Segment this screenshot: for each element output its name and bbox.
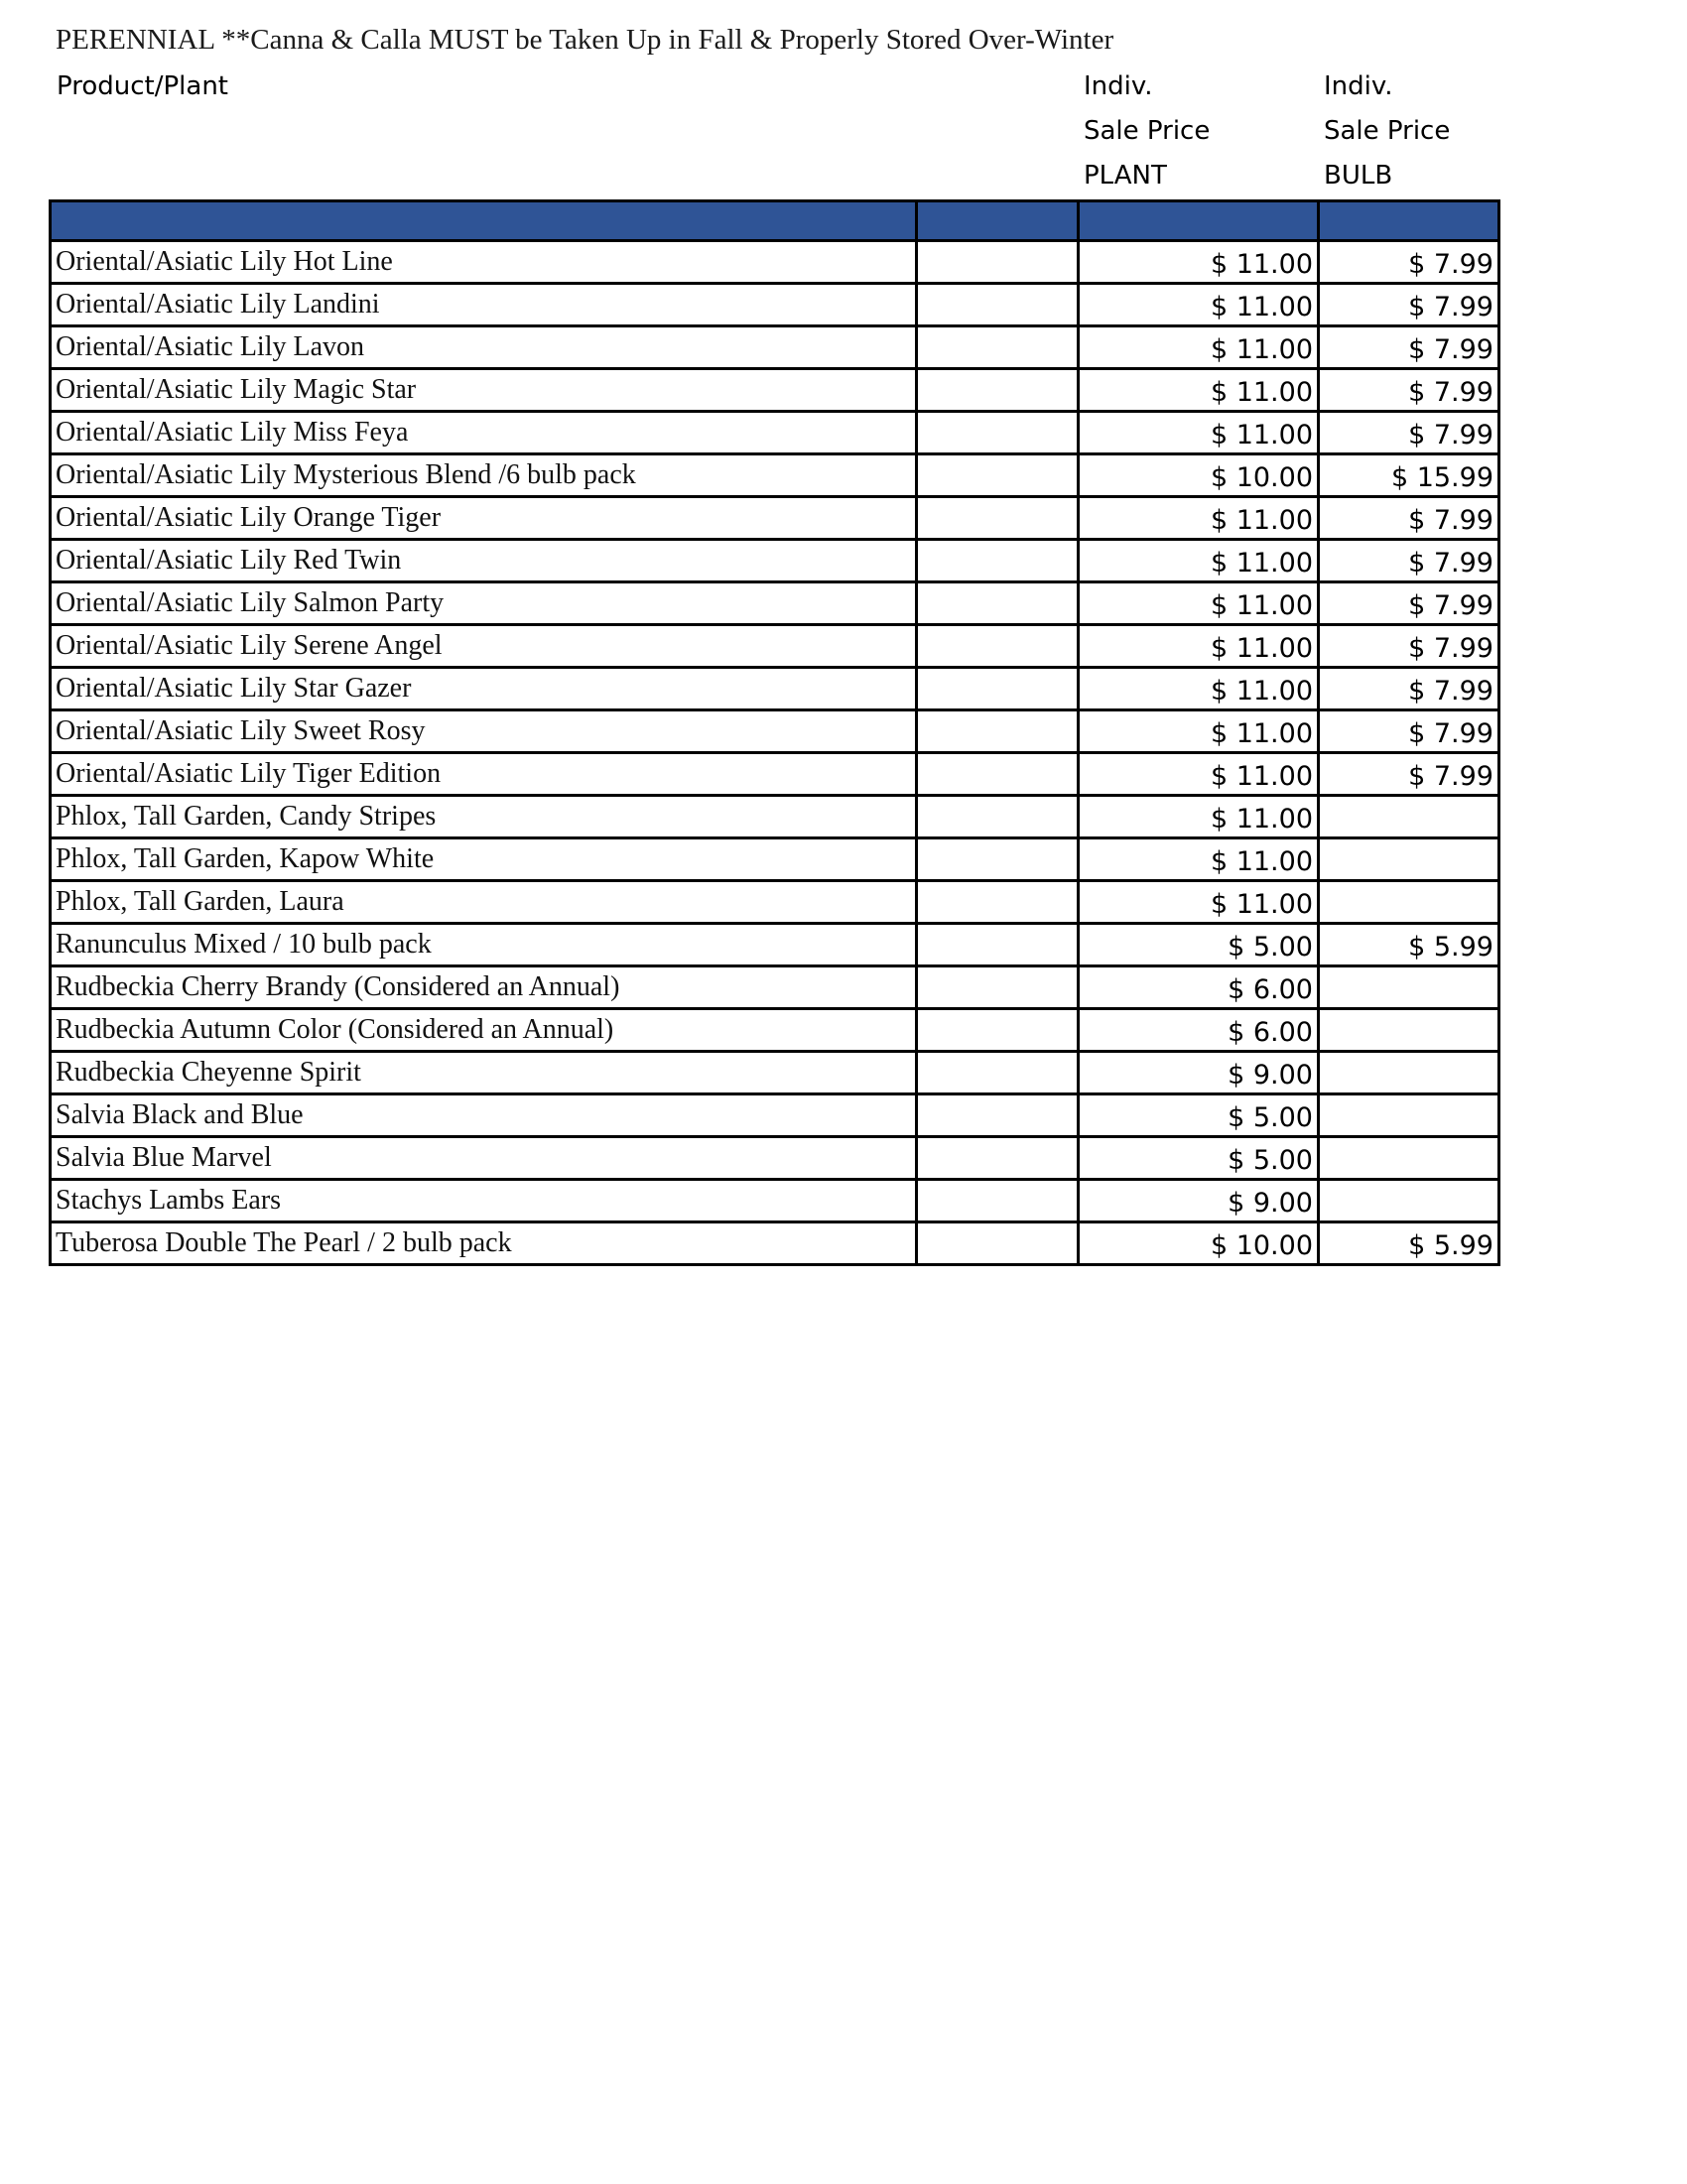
table-row xyxy=(51,412,1499,454)
product-name-cell: Salvia Blue Marvel xyxy=(51,1137,917,1180)
empty-cell xyxy=(917,966,1079,1009)
bulb-price-value: $ 7.99 xyxy=(1408,420,1493,450)
plant-price-cell xyxy=(1079,796,1319,838)
empty-cell xyxy=(917,582,1079,625)
plant-header-line-2: Sale Price xyxy=(1084,116,1211,146)
bulb-price-value: $ 7.99 xyxy=(1408,718,1493,749)
product-name-cell: Tuberosa Double The Pearl / 2 bulb pack xyxy=(51,1222,917,1265)
plant-price-value: $ 5.00 xyxy=(1228,932,1313,963)
plant-price-value: $ 11.00 xyxy=(1210,377,1313,408)
product-name-cell: Oriental/Asiatic Lily Mysterious Blend /6 bulb pack xyxy=(51,454,917,497)
empty-cell xyxy=(917,924,1079,966)
bulb-price-value: $ 7.99 xyxy=(1408,292,1493,322)
plant-price-value: $ 11.00 xyxy=(1210,420,1313,450)
table-row xyxy=(51,881,1499,924)
bulb-price-cell xyxy=(1319,1052,1499,1094)
plant-price-cell xyxy=(1079,1180,1319,1222)
header-band-cell xyxy=(1079,201,1319,241)
bulb-price-cell xyxy=(1319,1009,1499,1052)
product-name-cell: Rudbeckia Cherry Brandy (Considered an Annual) xyxy=(51,966,917,1009)
bulb-price-value: $ 15.99 xyxy=(1390,462,1493,493)
table-row xyxy=(51,1052,1499,1094)
empty-cell xyxy=(917,497,1079,540)
bulb-header-line-1: Indiv. xyxy=(1324,71,1393,101)
table-row xyxy=(51,625,1499,668)
plant-price-value: $ 11.00 xyxy=(1210,548,1313,578)
table-row xyxy=(51,326,1499,369)
product-name-cell: Oriental/Asiatic Lily Red Twin xyxy=(51,540,917,582)
empty-cell xyxy=(917,838,1079,881)
bulb-price-cell xyxy=(1319,454,1499,497)
bulb-price-value: $ 7.99 xyxy=(1408,334,1493,365)
bulb-price-value: $ 7.99 xyxy=(1408,377,1493,408)
table-row xyxy=(51,710,1499,753)
bulb-price-column-header xyxy=(1324,64,1450,198)
bulb-price-cell xyxy=(1319,582,1499,625)
plant-price-cell xyxy=(1079,284,1319,326)
empty-cell xyxy=(917,1009,1079,1052)
empty-cell xyxy=(917,1137,1079,1180)
plant-price-value: $ 6.00 xyxy=(1228,1017,1313,1048)
product-name-cell: Phlox, Tall Garden, Candy Stripes xyxy=(51,796,917,838)
product-name-cell: Salvia Black and Blue xyxy=(51,1094,917,1137)
price-table-body xyxy=(51,201,1499,1265)
plant-price-value: $ 11.00 xyxy=(1210,846,1313,877)
bulb-price-value: $ 5.99 xyxy=(1408,1230,1493,1261)
plant-price-value: $ 10.00 xyxy=(1210,1230,1313,1261)
bulb-price-cell xyxy=(1319,966,1499,1009)
price-table xyxy=(49,199,1500,1266)
plant-price-cell xyxy=(1079,1222,1319,1265)
bulb-price-value: $ 7.99 xyxy=(1408,548,1493,578)
plant-header-line-3: PLANT xyxy=(1084,161,1167,191)
product-name-cell: Rudbeckia Cheyenne Spirit xyxy=(51,1052,917,1094)
plant-price-value: $ 6.00 xyxy=(1228,974,1313,1005)
empty-cell xyxy=(917,796,1079,838)
table-row xyxy=(51,753,1499,796)
product-name-cell: Oriental/Asiatic Lily Miss Feya xyxy=(51,412,917,454)
plant-price-cell xyxy=(1079,369,1319,412)
header-band-cell xyxy=(51,201,917,241)
bulb-price-value: $ 7.99 xyxy=(1408,249,1493,280)
empty-cell xyxy=(917,1094,1079,1137)
plant-price-cell xyxy=(1079,625,1319,668)
table-row xyxy=(51,1009,1499,1052)
plant-price-cell xyxy=(1079,668,1319,710)
bulb-price-cell xyxy=(1319,284,1499,326)
header-band-cell xyxy=(917,201,1079,241)
plant-price-value: $ 11.00 xyxy=(1210,249,1313,280)
bulb-price-cell xyxy=(1319,796,1499,838)
table-row xyxy=(51,1180,1499,1222)
product-name-cell: Phlox, Tall Garden, Kapow White xyxy=(51,838,917,881)
bulb-price-cell xyxy=(1319,241,1499,284)
bulb-price-cell xyxy=(1319,838,1499,881)
product-name-cell: Oriental/Asiatic Lily Landini xyxy=(51,284,917,326)
product-name-cell: Oriental/Asiatic Lily Hot Line xyxy=(51,241,917,284)
bulb-price-cell xyxy=(1319,1180,1499,1222)
bulb-price-value: $ 7.99 xyxy=(1408,761,1493,792)
plant-price-value: $ 11.00 xyxy=(1210,292,1313,322)
bulb-price-cell xyxy=(1319,881,1499,924)
plant-price-value: $ 11.00 xyxy=(1210,718,1313,749)
empty-cell xyxy=(917,454,1079,497)
empty-cell xyxy=(917,710,1079,753)
bulb-price-cell xyxy=(1319,625,1499,668)
table-row xyxy=(51,241,1499,284)
table-row xyxy=(51,582,1499,625)
plant-price-column-header xyxy=(1084,64,1210,198)
plant-price-value: $ 11.00 xyxy=(1210,889,1313,920)
table-row xyxy=(51,1222,1499,1265)
plant-price-cell xyxy=(1079,582,1319,625)
bulb-price-cell xyxy=(1319,369,1499,412)
plant-price-value: $ 9.00 xyxy=(1228,1188,1313,1219)
product-name-cell: Stachys Lambs Ears xyxy=(51,1180,917,1222)
plant-price-cell xyxy=(1079,241,1319,284)
plant-price-cell xyxy=(1079,710,1319,753)
product-name-cell: Oriental/Asiatic Lily Salmon Party xyxy=(51,582,917,625)
plant-price-cell xyxy=(1079,326,1319,369)
plant-price-cell xyxy=(1079,1137,1319,1180)
table-row xyxy=(51,454,1499,497)
plant-price-cell xyxy=(1079,753,1319,796)
plant-price-cell xyxy=(1079,838,1319,881)
bulb-price-value: $ 5.99 xyxy=(1408,932,1493,963)
empty-cell xyxy=(917,881,1079,924)
empty-cell xyxy=(917,753,1079,796)
plant-price-cell xyxy=(1079,924,1319,966)
plant-price-cell xyxy=(1079,1052,1319,1094)
bulb-price-cell xyxy=(1319,753,1499,796)
bulb-price-cell xyxy=(1319,497,1499,540)
plant-price-value: $ 5.00 xyxy=(1228,1145,1313,1176)
table-row xyxy=(51,369,1499,412)
empty-cell xyxy=(917,326,1079,369)
empty-cell xyxy=(917,540,1079,582)
plant-price-cell xyxy=(1079,1094,1319,1137)
plant-price-value: $ 10.00 xyxy=(1210,462,1313,493)
product-name-cell: Ranunculus Mixed / 10 bulb pack xyxy=(51,924,917,966)
table-row xyxy=(51,838,1499,881)
plant-price-cell xyxy=(1079,412,1319,454)
bulb-price-value: $ 7.99 xyxy=(1408,633,1493,664)
bulb-price-cell xyxy=(1319,924,1499,966)
empty-cell xyxy=(917,412,1079,454)
product-name-cell: Oriental/Asiatic Lily Serene Angel xyxy=(51,625,917,668)
table-row xyxy=(51,497,1499,540)
product-name-cell: Oriental/Asiatic Lily Star Gazer xyxy=(51,668,917,710)
table-row xyxy=(51,924,1499,966)
empty-cell xyxy=(917,1052,1079,1094)
plant-price-cell xyxy=(1079,881,1319,924)
header-band-row xyxy=(51,201,1499,241)
plant-price-value: $ 11.00 xyxy=(1210,804,1313,835)
bulb-price-cell xyxy=(1319,326,1499,369)
table-row xyxy=(51,668,1499,710)
plant-price-value: $ 5.00 xyxy=(1228,1102,1313,1133)
bulb-price-cell xyxy=(1319,1094,1499,1137)
product-name-cell: Oriental/Asiatic Lily Orange Tiger xyxy=(51,497,917,540)
product-name-cell: Oriental/Asiatic Lily Tiger Edition xyxy=(51,753,917,796)
table-row xyxy=(51,1137,1499,1180)
bulb-price-cell xyxy=(1319,668,1499,710)
empty-cell xyxy=(917,284,1079,326)
bulb-header-line-3: BULB xyxy=(1324,161,1393,191)
empty-cell xyxy=(917,625,1079,668)
table-row xyxy=(51,796,1499,838)
product-name-cell: Oriental/Asiatic Lily Lavon xyxy=(51,326,917,369)
plant-price-cell xyxy=(1079,454,1319,497)
plant-price-value: $ 11.00 xyxy=(1210,761,1313,792)
product-column-header xyxy=(57,64,228,109)
plant-header-line-1: Indiv. xyxy=(1084,71,1153,101)
empty-cell xyxy=(917,668,1079,710)
product-name-cell: Oriental/Asiatic Lily Magic Star xyxy=(51,369,917,412)
bulb-price-value: $ 7.99 xyxy=(1408,590,1493,621)
empty-cell xyxy=(917,1222,1079,1265)
plant-price-cell xyxy=(1079,540,1319,582)
bulb-price-cell xyxy=(1319,710,1499,753)
bulb-price-cell xyxy=(1319,1137,1499,1180)
bulb-price-cell xyxy=(1319,1222,1499,1265)
page-title: PERENNIAL **Canna & Calla MUST be Taken Up in Fall & Properly Stored Over-Winter xyxy=(56,24,1114,56)
plant-price-value: $ 11.00 xyxy=(1210,676,1313,707)
plant-price-cell xyxy=(1079,1009,1319,1052)
bulb-price-value: $ 7.99 xyxy=(1408,676,1493,707)
bulb-price-cell xyxy=(1319,540,1499,582)
plant-price-value: $ 11.00 xyxy=(1210,505,1313,536)
product-name-cell: Rudbeckia Autumn Color (Considered an Annual) xyxy=(51,1009,917,1052)
plant-price-cell xyxy=(1079,497,1319,540)
empty-cell xyxy=(917,241,1079,284)
table-row xyxy=(51,284,1499,326)
plant-price-value: $ 9.00 xyxy=(1228,1060,1313,1091)
bulb-price-value: $ 7.99 xyxy=(1408,505,1493,536)
table-row xyxy=(51,1094,1499,1137)
product-name-cell: Oriental/Asiatic Lily Sweet Rosy xyxy=(51,710,917,753)
plant-price-value: $ 11.00 xyxy=(1210,590,1313,621)
plant-price-value: $ 11.00 xyxy=(1210,633,1313,664)
table-row xyxy=(51,966,1499,1009)
empty-cell xyxy=(917,369,1079,412)
plant-price-cell xyxy=(1079,966,1319,1009)
table-row xyxy=(51,540,1499,582)
bulb-header-line-2: Sale Price xyxy=(1324,116,1451,146)
empty-cell xyxy=(917,1180,1079,1222)
product-header-label: Product/Plant xyxy=(57,71,228,101)
bulb-price-cell xyxy=(1319,412,1499,454)
header-band-cell xyxy=(1319,201,1499,241)
plant-price-value: $ 11.00 xyxy=(1210,334,1313,365)
product-name-cell: Phlox, Tall Garden, Laura xyxy=(51,881,917,924)
